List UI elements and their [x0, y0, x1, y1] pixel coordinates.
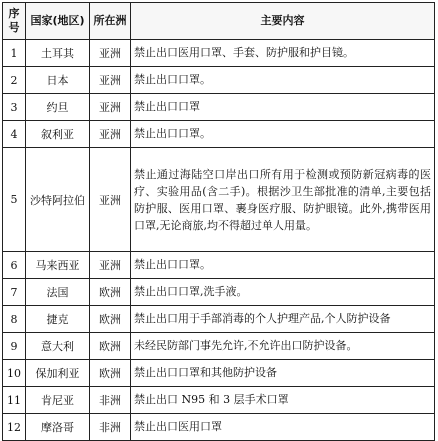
table-row	[3, 252, 435, 279]
cell-no: 11	[3, 387, 26, 414]
table-row	[3, 94, 435, 121]
cell-no: 4	[3, 121, 26, 148]
cell-content: 禁止出口口罩。	[131, 67, 435, 94]
header-country: 国家(地区)	[26, 3, 90, 40]
cell-country: 摩洛哥	[26, 414, 90, 441]
cell-no: 8	[3, 306, 26, 333]
table-row	[3, 279, 435, 306]
cell-country: 意大利	[26, 333, 90, 360]
cell-country: 叙利亚	[26, 121, 90, 148]
cell-no: 12	[3, 414, 26, 441]
cell-continent: 亚洲	[90, 148, 131, 252]
table-row	[3, 67, 435, 94]
cell-content: 禁止出口口罩和其他防护设备	[131, 360, 435, 387]
cell-continent: 亚洲	[90, 40, 131, 67]
export-ban-table	[2, 2, 435, 441]
cell-content: 禁止通过海陆空口岸出口所有用于检测或预防新冠病毒的医疗、实验用品(含二手)。根据沙卫生部批准的清单,主要包括防护服、医用口罩、裹身医疗服、防护眼镜。此外,携带医用口罩,无论商旅,均不得超过单人用量。	[131, 148, 435, 252]
header-continent: 所在洲	[90, 3, 131, 40]
cell-continent: 非洲	[90, 387, 131, 414]
cell-no: 9	[3, 333, 26, 360]
cell-continent: 亚洲	[90, 121, 131, 148]
cell-content: 禁止出口口罩。	[131, 121, 435, 148]
cell-no: 6	[3, 252, 26, 279]
cell-content: 禁止出口口罩	[131, 94, 435, 121]
cell-content: 禁止出口医用口罩、手套、防护服和护目镜。	[131, 40, 435, 67]
cell-no: 5	[3, 148, 26, 252]
table-row	[3, 360, 435, 387]
cell-country: 日本	[26, 67, 90, 94]
cell-country: 马来西亚	[26, 252, 90, 279]
cell-no: 3	[3, 94, 26, 121]
cell-content: 未经民防部门事先允许,不允许出口防护设备。	[131, 333, 435, 360]
cell-continent: 亚洲	[90, 252, 131, 279]
table-row	[3, 121, 435, 148]
table-row	[3, 414, 435, 441]
cell-content: 禁止出口 N95 和 3 层手术口罩	[131, 387, 435, 414]
table-row	[3, 306, 435, 333]
cell-no: 2	[3, 67, 26, 94]
cell-country: 沙特阿拉伯	[26, 148, 90, 252]
table-row	[3, 40, 435, 67]
cell-country: 捷克	[26, 306, 90, 333]
cell-continent: 欧洲	[90, 360, 131, 387]
header-no: 序号	[3, 3, 26, 40]
cell-content: 禁止出口口罩,洗手液。	[131, 279, 435, 306]
cell-no: 10	[3, 360, 26, 387]
cell-content: 禁止出口用于手部消毒的个人护理产品,个人防护设备	[131, 306, 435, 333]
cell-country: 肯尼亚	[26, 387, 90, 414]
table-row	[3, 333, 435, 360]
header-content: 主要内容	[131, 3, 435, 40]
cell-no: 1	[3, 40, 26, 67]
cell-continent: 亚洲	[90, 94, 131, 121]
cell-content: 禁止出口医用口罩	[131, 414, 435, 441]
cell-country: 土耳其	[26, 40, 90, 67]
cell-continent: 欧洲	[90, 333, 131, 360]
cell-continent: 欧洲	[90, 306, 131, 333]
cell-continent: 亚洲	[90, 67, 131, 94]
cell-continent: 非洲	[90, 414, 131, 441]
cell-no: 7	[3, 279, 26, 306]
table-row	[3, 387, 435, 414]
cell-country: 保加利亚	[26, 360, 90, 387]
cell-continent: 欧洲	[90, 279, 131, 306]
cell-country: 约旦	[26, 94, 90, 121]
table-row	[3, 148, 435, 252]
table-header-row	[3, 3, 435, 40]
cell-content: 禁止出口口罩。	[131, 252, 435, 279]
cell-country: 法国	[26, 279, 90, 306]
